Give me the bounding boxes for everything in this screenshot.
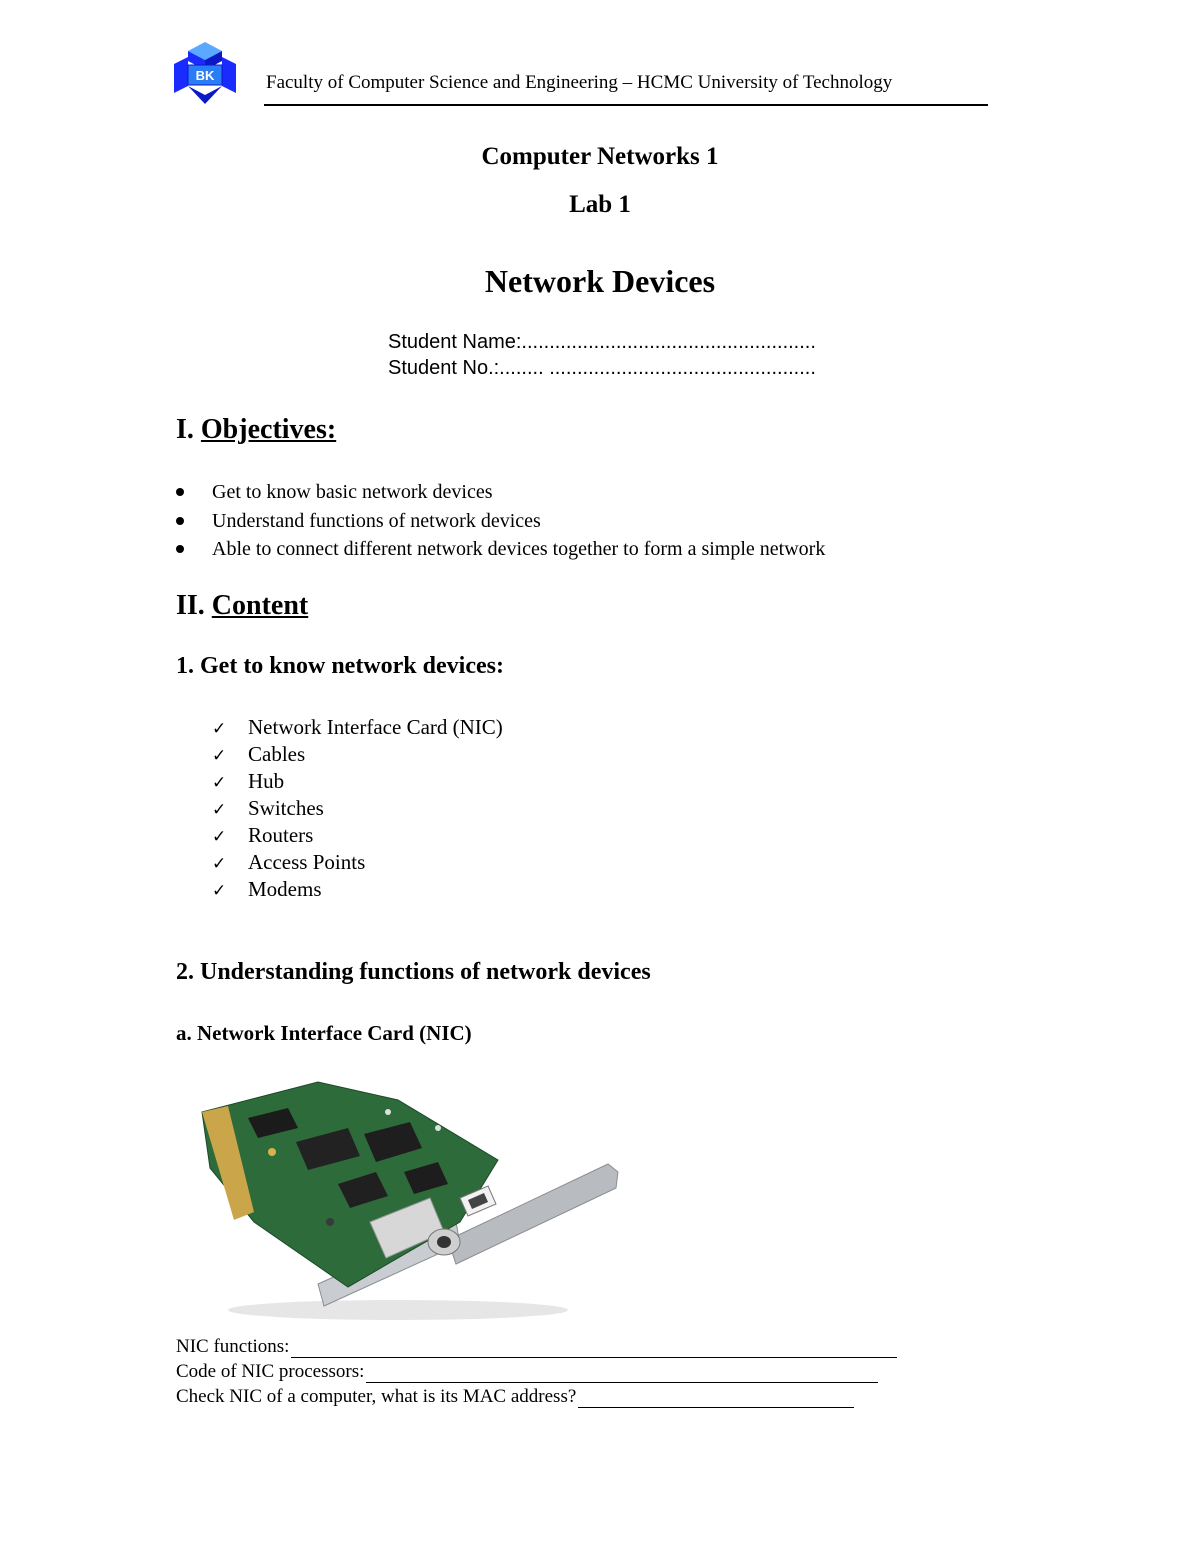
disc-bullet-icon [176, 517, 184, 525]
device-name: Hub [248, 769, 285, 793]
question-label: Check NIC of a computer, what is its MAC address? [176, 1386, 577, 1407]
check-mark-icon: ✓ [212, 800, 227, 820]
disc-bullet-icon [176, 488, 184, 496]
device-name: Routers [248, 823, 314, 847]
list-item [212, 795, 503, 822]
objectives-list [176, 478, 825, 564]
course-title: Computer Networks 1 [481, 143, 719, 170]
list-item [212, 876, 503, 903]
content-numeral: II. [176, 590, 212, 621]
check-mark-icon: ✓ [212, 881, 227, 901]
list-item [212, 822, 503, 849]
answer-blank[interactable] [291, 1338, 897, 1358]
check-mark-icon: ✓ [212, 719, 227, 739]
list-item [176, 535, 825, 564]
device-name: Network Interface Card (NIC) [248, 715, 503, 739]
objective-text: Able to connect different network devices together to form a simple network [212, 538, 826, 560]
device-name: Cables [248, 742, 306, 766]
objective-text: Get to know basic network devices [212, 481, 493, 503]
know-devices-heading: 1. Get to know network devices: [176, 653, 504, 679]
list-item [212, 768, 503, 795]
device-list [212, 714, 503, 903]
list-item [212, 741, 503, 768]
question-mac-address [176, 1384, 854, 1408]
nic-subheading: a. Network Interface Card (NIC) [176, 1021, 472, 1045]
list-item [212, 849, 503, 876]
university-logo [170, 40, 240, 106]
objective-text: Understand functions of network devices [212, 509, 541, 532]
device-name: Switches [248, 796, 324, 820]
content-heading [176, 590, 308, 622]
student-name-field: Student Name:..................................................... [388, 331, 816, 353]
device-name: Access Points [248, 850, 366, 874]
question-label: Code of NIC processors: [176, 1361, 365, 1382]
objectives-numeral: I. [176, 414, 201, 445]
content-title: Content [211, 590, 309, 621]
disc-bullet-icon [176, 545, 184, 553]
answer-blank[interactable] [578, 1388, 854, 1408]
check-mark-icon: ✓ [212, 746, 227, 766]
objectives-title: Objectives: [200, 414, 337, 445]
list-item [176, 478, 825, 507]
device-name: Modems [248, 877, 322, 901]
check-mark-icon: ✓ [212, 854, 227, 874]
question-nic-processors [176, 1359, 878, 1383]
student-number-field: Student No.:........ ................................................ [388, 357, 816, 379]
list-item [176, 507, 825, 536]
check-mark-icon: ✓ [212, 827, 227, 847]
question-nic-functions [176, 1334, 897, 1358]
logo-text: BK [195, 68, 215, 83]
faculty-header: Faculty of Computer Science and Engineering – HCMC University of Technology [266, 72, 893, 93]
lab-title: Lab 1 [569, 191, 631, 218]
functions-heading: 2. Understanding functions of network devices [176, 959, 651, 985]
check-mark-icon: ✓ [212, 773, 227, 793]
document-title: Network Devices [484, 263, 716, 299]
nic-card-photo [198, 1072, 626, 1327]
answer-blank[interactable] [366, 1363, 878, 1383]
header-divider [264, 104, 988, 106]
objectives-heading [176, 414, 336, 446]
question-label: NIC functions: [176, 1336, 290, 1357]
list-item [212, 714, 503, 741]
